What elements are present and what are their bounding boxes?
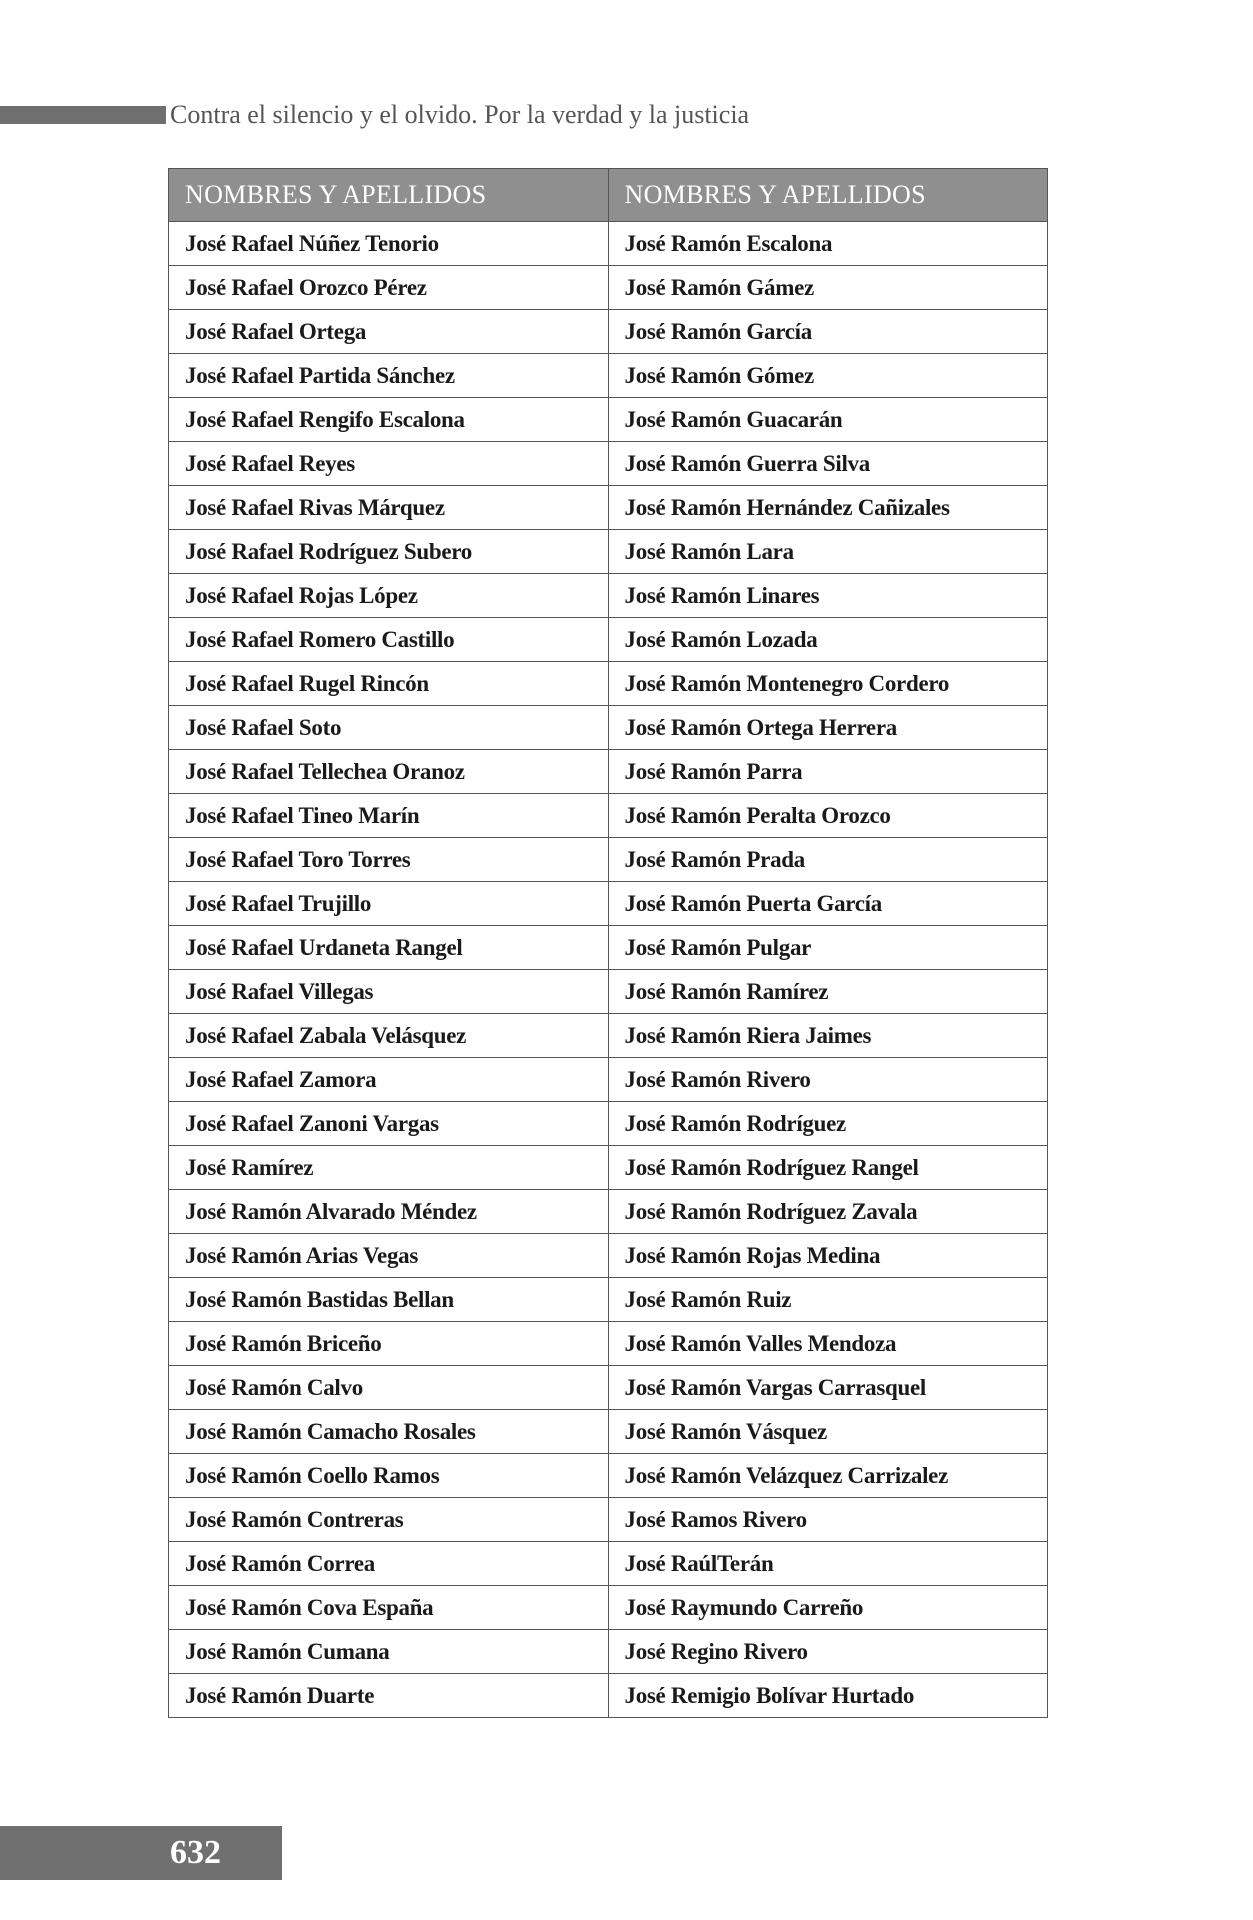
name-cell: José Ramón Rodríguez [608,1102,1048,1146]
name-cell: José Ramón Parra [608,750,1048,794]
table-row [169,530,1048,574]
table-row [169,794,1048,838]
name-cell: José Ramón Camacho Rosales [169,1410,609,1454]
name-cell: José Ramón Linares [608,574,1048,618]
name-cell: José Ramón Correa [169,1542,609,1586]
column-header-right: NOMBRES Y APELLIDOS [608,169,1048,222]
name-cell: José Ramón Escalona [608,222,1048,266]
name-cell: José Rafael Partida Sánchez [169,354,609,398]
name-cell: José Ramón Coello Ramos [169,1454,609,1498]
name-cell: José Ramón Lozada [608,618,1048,662]
column-header-left: NOMBRES Y APELLIDOS [169,169,609,222]
name-cell: José Ramón Peralta Orozco [608,794,1048,838]
name-cell: José Ramón Gámez [608,266,1048,310]
name-cell: José Remigio Bolívar Hurtado [608,1674,1048,1718]
table-row [169,1146,1048,1190]
table-row [169,442,1048,486]
name-cell: José Rafael Núñez Tenorio [169,222,609,266]
table-row [169,354,1048,398]
name-cell: José Rafael Trujillo [169,882,609,926]
name-cell: José Ramón Cumana [169,1630,609,1674]
name-cell: José Ramón Arias Vegas [169,1234,609,1278]
table-row [169,1234,1048,1278]
name-cell: José Ramón Gómez [608,354,1048,398]
table-row [169,1322,1048,1366]
name-cell: José Ramón Alvarado Méndez [169,1190,609,1234]
name-cell: José Ramón Velázquez Carrizalez [608,1454,1048,1498]
name-cell: José Rafael Tineo Marín [169,794,609,838]
name-cell: José Ramírez [169,1146,609,1190]
table-row [169,662,1048,706]
name-cell: José Ramón Ruiz [608,1278,1048,1322]
table-row [169,1630,1048,1674]
table-row [169,1102,1048,1146]
name-cell: José Ramón Guerra Silva [608,442,1048,486]
name-cell: José Ramón Montenegro Cordero [608,662,1048,706]
name-cell: José Rafael Urdaneta Rangel [169,926,609,970]
table-header-row [169,169,1048,222]
name-cell: José Rafael Rugel Rincón [169,662,609,706]
name-cell: José Ramón Rodríguez Rangel [608,1146,1048,1190]
name-cell: José Ramón Duarte [169,1674,609,1718]
name-cell: José Rafael Rodríguez Subero [169,530,609,574]
name-cell: José Ramón Guacarán [608,398,1048,442]
name-cell: José Ramón Briceño [169,1322,609,1366]
name-cell: José Rafael Rivas Márquez [169,486,609,530]
name-cell: José Ramón Puerta García [608,882,1048,926]
name-cell: José Rafael Villegas [169,970,609,1014]
table-row [169,1498,1048,1542]
name-cell: José Ramón Valles Mendoza [608,1322,1048,1366]
table-row [169,706,1048,750]
table-row [169,1058,1048,1102]
name-cell: José Ramón Bastidas Bellan [169,1278,609,1322]
name-cell: José Ramón Contreras [169,1498,609,1542]
name-cell: José Rafael Zamora [169,1058,609,1102]
header-accent-bar [0,106,166,124]
names-table [168,168,1048,1718]
name-cell: José Rafael Romero Castillo [169,618,609,662]
name-cell: José Rafael Soto [169,706,609,750]
table-row [169,838,1048,882]
name-cell: José Rafael Zabala Velásquez [169,1014,609,1058]
table-row [169,750,1048,794]
name-cell: José RaúlTerán [608,1542,1048,1586]
table-row [169,882,1048,926]
name-cell: José Ramón Pulgar [608,926,1048,970]
table-row [169,398,1048,442]
page-number: 632 [170,1834,221,1871]
name-cell: José Ramón Cova España [169,1586,609,1630]
table-row [169,1586,1048,1630]
table-row [169,574,1048,618]
name-cell: José Ramón Ortega Herrera [608,706,1048,750]
table-row [169,1410,1048,1454]
table-row [169,618,1048,662]
table-row [169,310,1048,354]
table-row [169,222,1048,266]
page-number-bar [0,1826,282,1880]
running-title: Contra el silencio y el olvido. Por la verdad y la justicia [170,100,750,129]
table-row [169,1014,1048,1058]
name-cell: José Ramón Ramírez [608,970,1048,1014]
table-row [169,970,1048,1014]
name-cell: José Ramón Lara [608,530,1048,574]
name-cell: José Regino Rivero [608,1630,1048,1674]
table-row [169,1454,1048,1498]
name-cell: José Rafael Toro Torres [169,838,609,882]
table-row [169,1278,1048,1322]
name-cell: José Ramón Rivero [608,1058,1048,1102]
name-cell: José Ramón Rojas Medina [608,1234,1048,1278]
name-cell: José Ramón Vásquez [608,1410,1048,1454]
name-cell: José Ramos Rivero [608,1498,1048,1542]
table-row [169,1542,1048,1586]
name-cell: José Ramón Riera Jaimes [608,1014,1048,1058]
name-cell: José Rafael Rojas López [169,574,609,618]
table-row [169,926,1048,970]
table-row [169,1674,1048,1718]
name-cell: José Rafael Zanoni Vargas [169,1102,609,1146]
name-cell: José Rafael Tellechea Oranoz [169,750,609,794]
name-cell: José Ramón Vargas Carrasquel [608,1366,1048,1410]
name-cell: José Rafael Ortega [169,310,609,354]
name-cell: José Raymundo Carreño [608,1586,1048,1630]
table-row [169,266,1048,310]
name-cell: José Ramón Rodríguez Zavala [608,1190,1048,1234]
name-cell: José Rafael Reyes [169,442,609,486]
table-row [169,486,1048,530]
name-cell: José Ramón Hernández Cañizales [608,486,1048,530]
name-cell: José Rafael Orozco Pérez [169,266,609,310]
name-cell: José Ramón García [608,310,1048,354]
name-cell: José Rafael Rengifo Escalona [169,398,609,442]
name-cell: José Ramón Prada [608,838,1048,882]
table-body [169,222,1048,1718]
name-cell: José Ramón Calvo [169,1366,609,1410]
table-row [169,1366,1048,1410]
table-row [169,1190,1048,1234]
